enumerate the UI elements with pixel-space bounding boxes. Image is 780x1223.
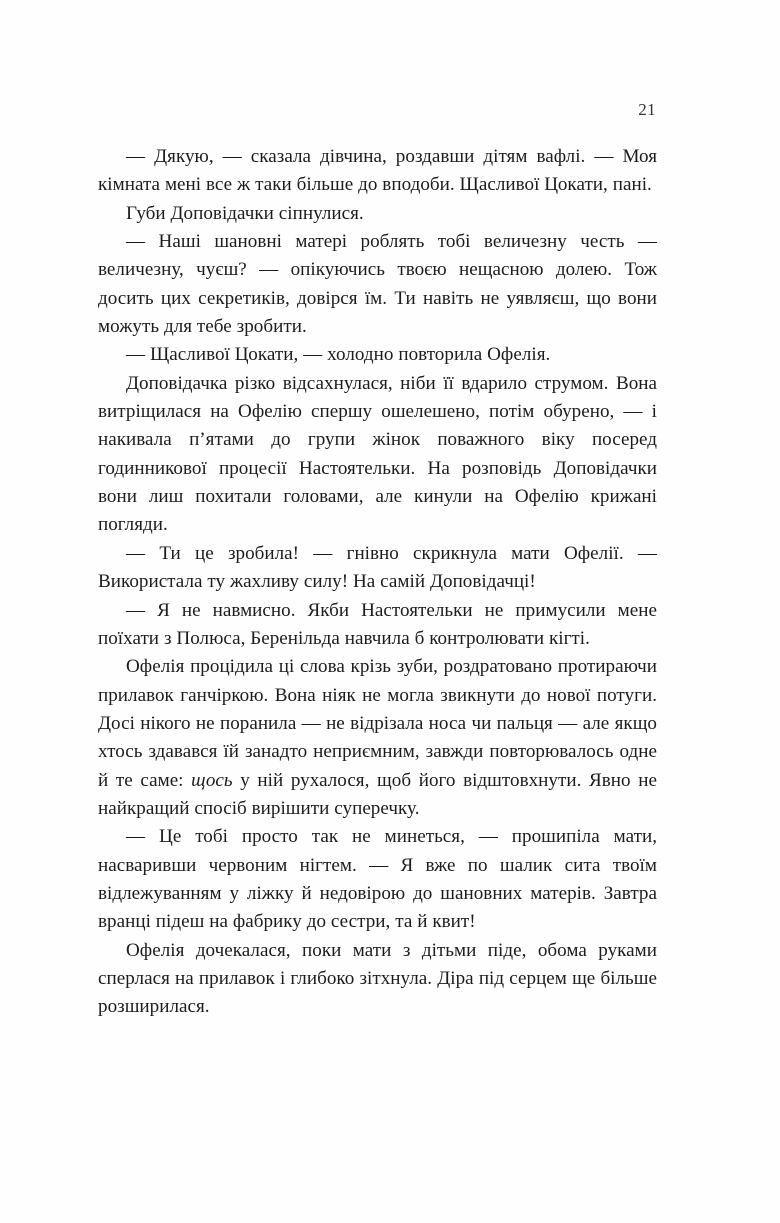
paragraph: — Це тобі просто так не минеться, — прошипіла мати, насваривши червоним нігтем. — Я вже по шалик сита твоїм відлежуванням у ліжку й недовірою до шановних матерів. Завтра вранці підеш на фабрику до сестри, та й квит! <box>98 826 657 933</box>
paragraph: — Наші шановні матері роблять тобі величезну честь — величезну, чуєш? — опікуючись твоєю нещасною долею. Тож досить цих секретиків, довірся їм. Ти навіть не уявляєш, що вони можуть для тебе зробити. <box>98 231 657 338</box>
emphasis-word: щось <box>191 769 233 791</box>
paragraph: Доповідачка різко відсахнулася, ніби її вдарило струмом. Вона витріщилася на Офелію спершу ошелешено, потім обурено, — і накивала п’ятами до групи жінок поважного віку посеред годинникової процесії Настоятельки. На розповідь Доповідачки вони лиш похитали головами, але кинули на Офелію крижані погляди. <box>98 372 657 536</box>
paragraph-with-emphasis <box>98 653 657 823</box>
body-text-block <box>98 143 657 1022</box>
paragraph: — Дякую, — сказала дівчина, роздавши дітям вафлі. — Моя кімната мені все ж таки більше до вподоби. Щасливої Цокати, пані. <box>98 146 657 196</box>
paragraph: Офелія дочекалася, поки мати з дітьми піде, обома руками сперлася на прилавок і глибоко зітхнула. Діра під серцем ще більше розширилася. <box>98 939 657 1018</box>
paragraph: — Щасливої Цокати, — холодно повторила Офелія. <box>126 344 551 366</box>
paragraph: Губи Доповідачки сіпнулися. <box>126 202 364 224</box>
paragraph-text-lead: Офелія процідила ці слова крізь зуби, роздратовано протираючи прилавок ганчіркою. Вона ніяк не могла звикнути до нової потуги. Досі нікого не поранила — не відрізала носа чи пальця — але якщо хтось здавався їй занадто неприємним, завжди повторювалось одне й те саме: <box>98 656 657 791</box>
paragraph-text-tail: у ній рухалося, щоб його відштовхнути. Явно не найкращий спосіб вирішити суперечку. <box>98 769 657 819</box>
paragraph: — Я не навмисно. Якби Настоятельки не примусили мене поїхати з Полюса, Беренільда навчила б контролювати кігті. <box>98 599 657 649</box>
page-number: 21 <box>638 100 656 119</box>
paragraph: — Ти це зробила! — гнівно скрикнула мати Офелії. — Використала ту жахливу силу! На самій Доповідачці! <box>98 542 657 593</box>
